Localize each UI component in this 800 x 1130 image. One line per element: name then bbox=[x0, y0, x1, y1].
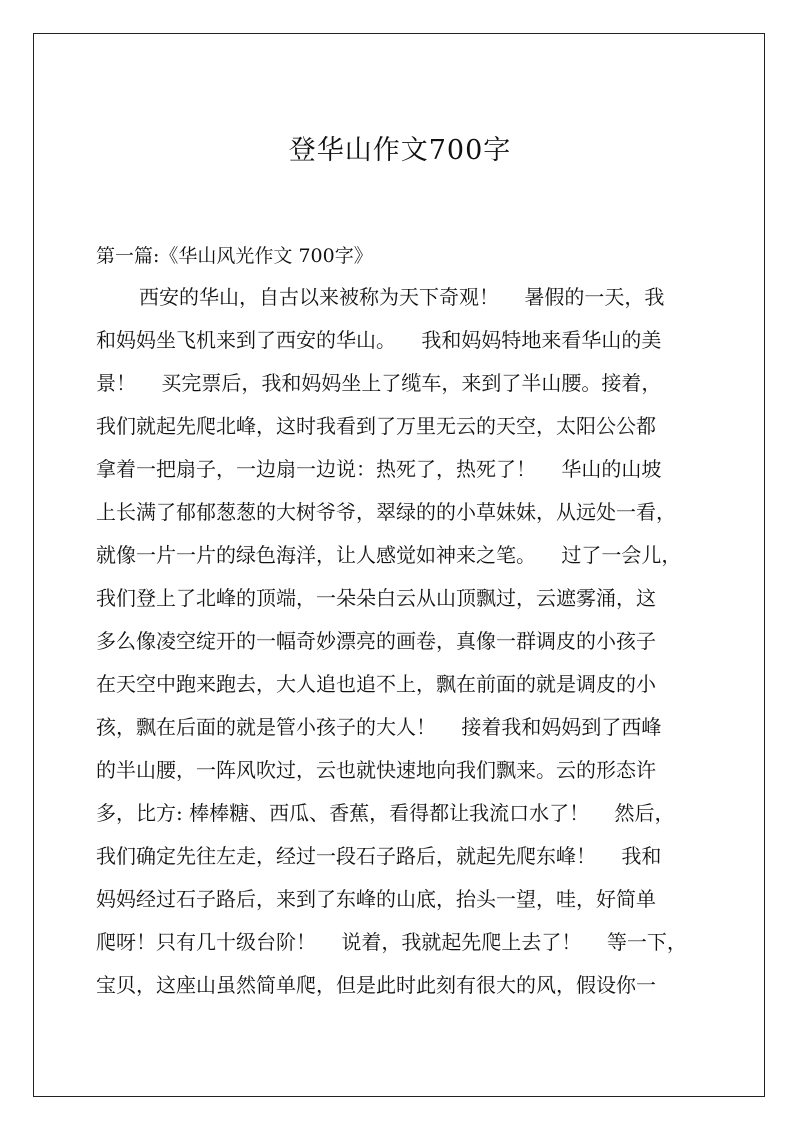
essay-line: 爬呀！只有几十级台阶！ 说着，我就起先爬上去了！ 等一下， bbox=[96, 930, 687, 954]
essay-line: 的半山腰，一阵风吹过，云也就快速地向我们飘来。云的形态许 bbox=[96, 758, 656, 782]
essay-line: 妈妈经过石子路后，来到了东峰的山底，抬头一望，哇，好简单 bbox=[96, 887, 656, 911]
essay-line: 孩，飘在后面的就是管小孩子的大人！ 接着我和妈妈到了西峰 bbox=[96, 715, 662, 739]
essay-line: 我们就起先爬北峰，这时我看到了万里无云的天空，太阳公公都 bbox=[96, 414, 656, 438]
essay-line: 宝贝，这座山虽然简单爬，但是此时此刻有很大的风，假设你一 bbox=[96, 973, 656, 997]
essay-line: 西安的华山，自古以来被称为天下奇观！ 暑假的一天，我 bbox=[139, 285, 665, 309]
essay-line: 在天空中跑来跑去，大人追也追不上，飘在前面的就是调皮的小 bbox=[96, 672, 656, 696]
essay-line: 我们确定先往左走，经过一段石子路后，就起先爬东峰！ 我和 bbox=[96, 844, 662, 868]
essay-line: 就像一片一片的绿色海洋，让人感觉如神来之笔。 过了一会儿， bbox=[96, 543, 682, 567]
essay-line: 上长满了郁郁葱葱的大树爷爷，翠绿的的小草妹妹，从远处一看， bbox=[96, 500, 676, 524]
essay-line: 多么像凌空绽开的一幅奇妙漂亮的画卷，真像一群调皮的小孩子 bbox=[96, 629, 656, 653]
section-subtitle: 第一篇:《华山风光作文 700字》 bbox=[96, 245, 373, 267]
essay-line: 多，比方: 棒棒糖、西瓜、香蕉，看得都让我流口水了！ 然后， bbox=[96, 801, 675, 825]
document-title: 登华山作文700字 bbox=[288, 135, 512, 166]
essay-line: 和妈妈坐飞机来到了西安的华山。 我和妈妈特地来看华山的美 bbox=[96, 328, 662, 352]
essay-line: 我们登上了北峰的顶端，一朵朵白云从山顶飘过，云遮雾涌，这 bbox=[96, 586, 656, 610]
essay-line: 景！ 买完票后，我和妈妈坐上了缆车，来到了半山腰。接着， bbox=[96, 371, 662, 395]
essay-line: 拿着一把扇子，一边扇一边说：热死了，热死了！ 华山的山坡 bbox=[96, 457, 662, 481]
